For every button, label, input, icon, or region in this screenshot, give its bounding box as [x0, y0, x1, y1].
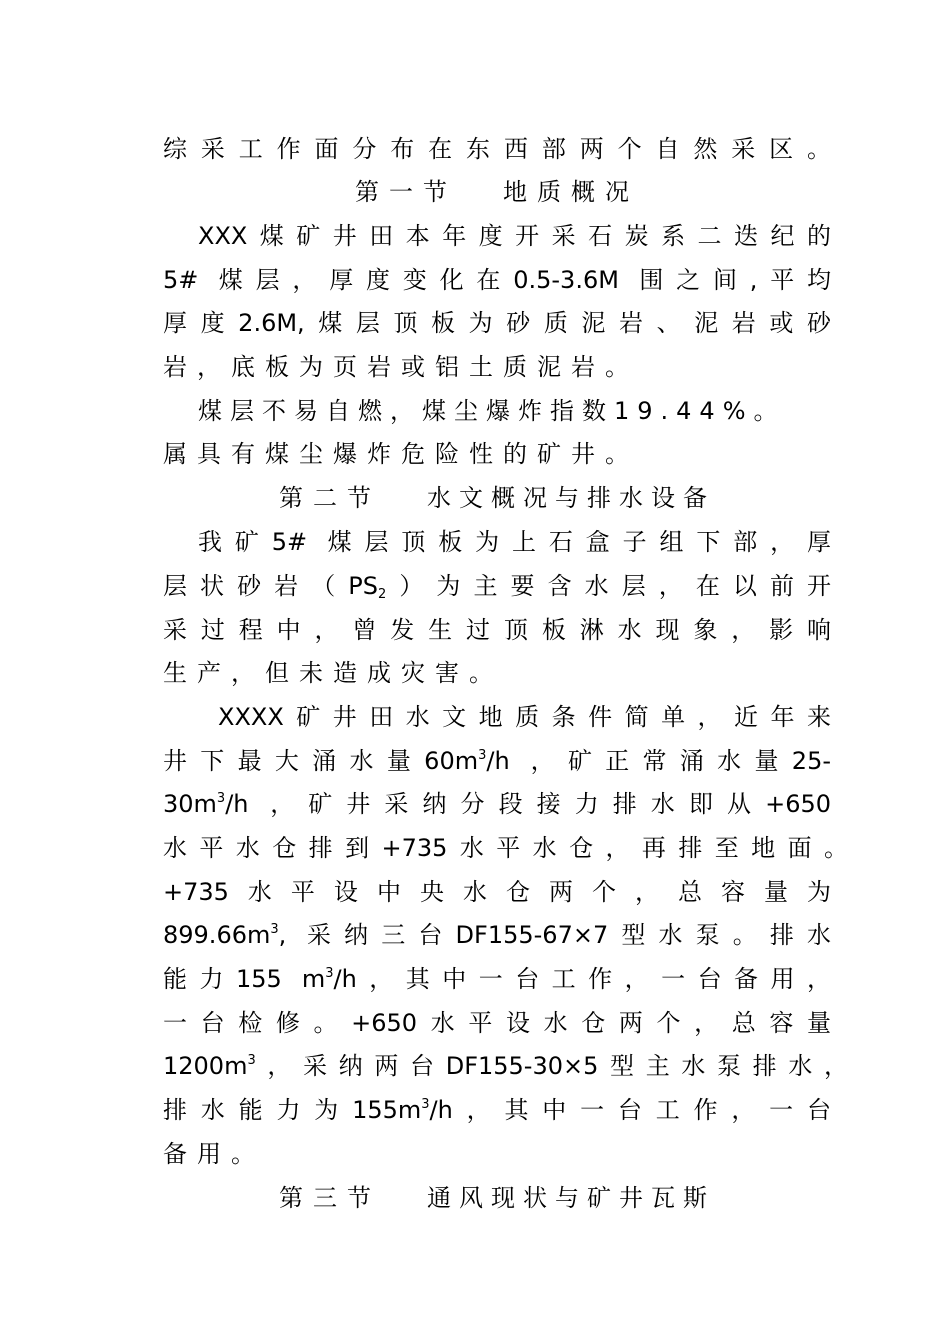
superscript: 3 — [421, 1097, 430, 1112]
text-line: 5# 煤层，厚度变化在0.5-3.6M 围之间,平均 — [163, 266, 831, 294]
text-span: ）为主要含水层，在以前开 — [386, 572, 832, 600]
superscript: 3 — [270, 922, 279, 937]
text-span: 1200m — [163, 1052, 248, 1080]
text-span: 30m — [163, 790, 217, 818]
text-line — [163, 569, 831, 603]
superscript: 3 — [325, 966, 334, 981]
text-line: 备用。 — [163, 1140, 265, 1168]
section-heading-3 — [163, 1181, 831, 1215]
text-span: /h，其中一台工作，一台 — [429, 1096, 831, 1124]
text-line: XXXX矿井田水文地质条件简单，近年来 — [218, 703, 831, 731]
heading-title: 地质概况 — [503, 178, 639, 206]
text-line: 煤层不易自燃，煤尘爆炸指数19.44%。 — [198, 397, 786, 425]
heading-title: 水文概况与排水设备 — [427, 484, 715, 512]
text-span: 能力155 m — [163, 965, 326, 993]
text-line: 岩，底板为页岩或铝土质泥岩。 — [163, 353, 639, 381]
text-span: 排水能力为155m — [163, 1096, 422, 1124]
superscript: 3 — [478, 748, 487, 763]
text-line — [163, 744, 831, 778]
text-line: +735水平设中央水仓两个，总容量为 — [163, 878, 831, 906]
superscript: 3 — [216, 791, 226, 806]
subscript: 2 — [378, 587, 387, 602]
text-line: 水平水仓排到+735水平水仓，再排至地面。 — [163, 834, 848, 862]
text-line: XXX煤矿井田本年度开采石炭系二迭纪的 — [198, 222, 831, 250]
text-span: /h，其中一台工作，一台备用， — [333, 965, 831, 993]
section-heading-1 — [163, 175, 831, 209]
heading-number: 第三节 — [279, 1184, 381, 1212]
heading-title: 通风现状与矿井瓦斯 — [427, 1184, 715, 1212]
heading-number: 第一节 — [355, 178, 457, 206]
text-span: 899.66m — [163, 921, 271, 949]
text-span: ，采纳两台DF155-30×5型主水泵排水， — [255, 1052, 848, 1080]
text-span: , 采纳三台DF155-67×7型水泵。排水 — [278, 921, 831, 949]
text-line: 我矿5# 煤层顶板为上石盒子组下部，厚 — [198, 528, 831, 556]
text-line: 一台检修。+650水平设水仓两个，总容量 — [163, 1009, 831, 1037]
text-line — [163, 1049, 848, 1083]
text-line: 属具有煤尘爆炸危险性的矿井。 — [163, 440, 639, 468]
text-line: 综采工作面分布在东西部两个自然采区。 — [163, 135, 831, 163]
superscript: 3 — [247, 1053, 256, 1068]
text-span: 层状砂岩（PS — [163, 572, 379, 600]
text-span: /h ，矿井采纳分段接力排水即从+650 — [225, 790, 831, 818]
text-line: 厚度2.6M,煤层顶板为砂质泥岩、泥岩或砂 — [163, 309, 831, 337]
text-span: 井下最大涌水量60m — [163, 747, 479, 775]
text-line: 生产，但未造成灾害。 — [163, 659, 503, 687]
text-line — [163, 787, 831, 821]
text-line: 采过程中，曾发生过顶板淋水现象，影响 — [163, 616, 831, 644]
heading-number: 第二节 — [279, 484, 381, 512]
text-line — [163, 918, 831, 952]
text-line — [163, 962, 831, 996]
text-span: /h ，矿正常涌水量25- — [486, 747, 832, 775]
text-line — [163, 1093, 831, 1127]
section-heading-2 — [163, 481, 831, 515]
